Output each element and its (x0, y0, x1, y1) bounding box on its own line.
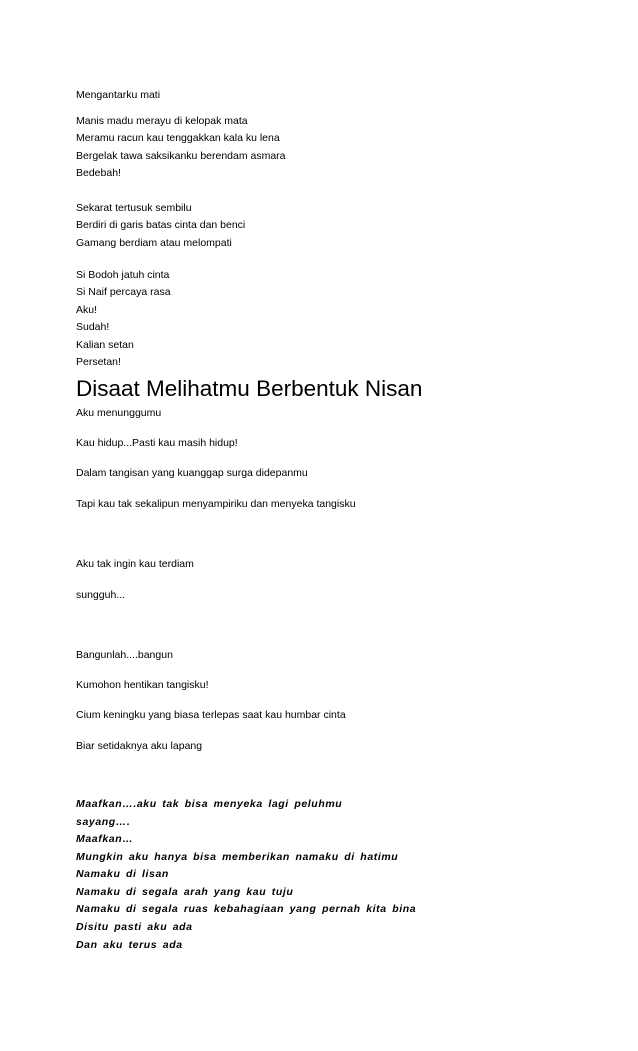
poem-line: Meramu racun kau tenggakkan kala ku lena (76, 132, 280, 144)
poem-line: Kumohon hentikan tangisku! (76, 679, 209, 691)
poem-line: Bangunlah....bangun (76, 649, 173, 661)
poem-line: sayang…. (76, 816, 131, 828)
poem-line: Biar setidaknya aku lapang (76, 740, 203, 752)
poem-line: Namaku di lisan (76, 868, 169, 880)
poem-line: Persetan! (76, 356, 121, 368)
poem-line: Disitu pasti aku ada (76, 921, 193, 933)
poem-line: Cium keningku yang biasa terlepas saat kau humbar cinta (76, 709, 346, 721)
poem-line: Dan aku terus ada (76, 939, 183, 951)
poem-line: sungguh... (76, 589, 126, 601)
poem-line: Kau hidup...Pasti kau masih hidup! (76, 437, 238, 449)
poem-line: Aku tak ingin kau terdiam (76, 558, 194, 570)
poem-line: Maafkan….aku tak bisa menyeka lagi peluhmu (76, 798, 343, 810)
poem-line: Gamang berdiam atau melompati (76, 237, 232, 249)
poem-line: Namaku di segala arah yang kau tuju (76, 886, 294, 898)
poem-line: Si Naif percaya rasa (76, 286, 171, 298)
poem-line: Aku! (76, 304, 98, 316)
poem-line: Tapi kau tak sekalipun menyampiriku dan menyeka tangisku (76, 498, 356, 510)
poem-line: Bergelak tawa saksikanku berendam asmara (76, 150, 286, 162)
poem-line: Sudah! (76, 321, 110, 333)
poem-line: Mengantarku mati (76, 89, 161, 101)
poem-line: Dalam tangisan yang kuanggap surga didepanmu (76, 467, 308, 479)
poem-line: Namaku di segala ruas kebahagiaan yang pernah kita bina (76, 903, 417, 915)
poem-line: Manis madu merayu di kelopak mata (76, 115, 248, 127)
poem-line: Aku menunggumu (76, 407, 162, 419)
poem-line: Si Bodoh jatuh cinta (76, 269, 170, 281)
poem-line: Bedebah! (76, 167, 121, 179)
poem-line: Sekarat tertusuk sembilu (76, 202, 192, 214)
poem-title: Disaat Melihatmu Berbentuk Nisan (76, 376, 423, 401)
poem-line: Berdiri di garis batas cinta dan benci (76, 219, 246, 231)
poem-line: Maafkan… (76, 833, 134, 845)
poem-line: Mungkin aku hanya bisa memberikan namaku di hatimu (76, 851, 399, 863)
poem-line: Kalian setan (76, 339, 134, 351)
